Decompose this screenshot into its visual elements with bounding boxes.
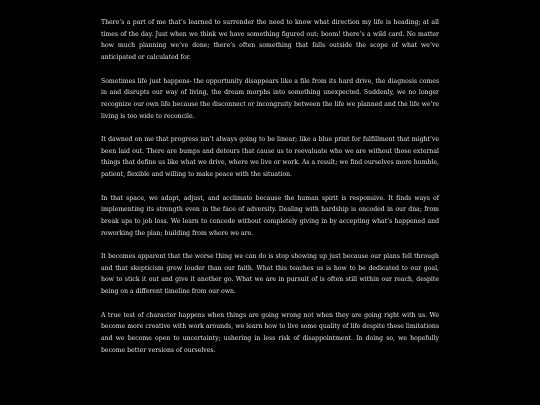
paragraph-6: A true test of character happens when things are going wrong not when they are going right with us. We become more creative with work arounds, we learn how to live some quality of life despite these limitations and we become open to uncertainty; ushering in less risk of disappointment. In doing so, we hopefully become better versions of ourselves. <box>101 311 439 354</box>
paragraph-4: In that space, we adapt, adjust, and acclimate because the human spirit is responsive. It finds ways of implementing its strength even in the face of adversity. Dealing with hardship is encoded in our dna; from break ups to job loss. We learn to concede without completely giving in by accepting what’s happened and reworking the plan; building from where we are. <box>101 194 439 237</box>
paragraph-3: It dawned on me that progress isn’t always going to be linear; like a blue print for fulfillment that might’ve been laid out. There are bumps and detours that cause us to reevaluate who we are without those external things that define us like what we drive, where we live or work. As a result; we find ourselves more humble, patient, flexible and willing to make peace with the situation. <box>101 136 439 179</box>
paragraph-1: There’s a part of me that’s learned to surrender the need to know what direction my life is heading; at all times of the day. Just when we think we have something figured out; boom! there’s a wild card. No matter how much planning we’ve done; there’s often something that falls outside the scope of what we’ve anticipated or calculated for. <box>101 19 439 62</box>
paragraph-5: It becomes apparent that the worse thing we can do is stop showing up just because our plans fell through and that skepticism grew louder than our faith. What this teaches us is how to be dedicated to our goal, how to stick it out and give it another go. What we are in pursuit of is often still within our reach, despite being on a different timeline from our own. <box>101 253 439 296</box>
essay-body <box>101 17 439 368</box>
paragraph-2: Sometimes life just happens- the opportunity disappears like a file from its hard drive, the diagnosis comes in and disrupts our way of living, the dream morphs into something unexpected. Suddenly, we no longer recognize our own life because the disconnect or incongruity between the life we planned and the life we’re living is too wide to reconcile. <box>101 77 439 120</box>
